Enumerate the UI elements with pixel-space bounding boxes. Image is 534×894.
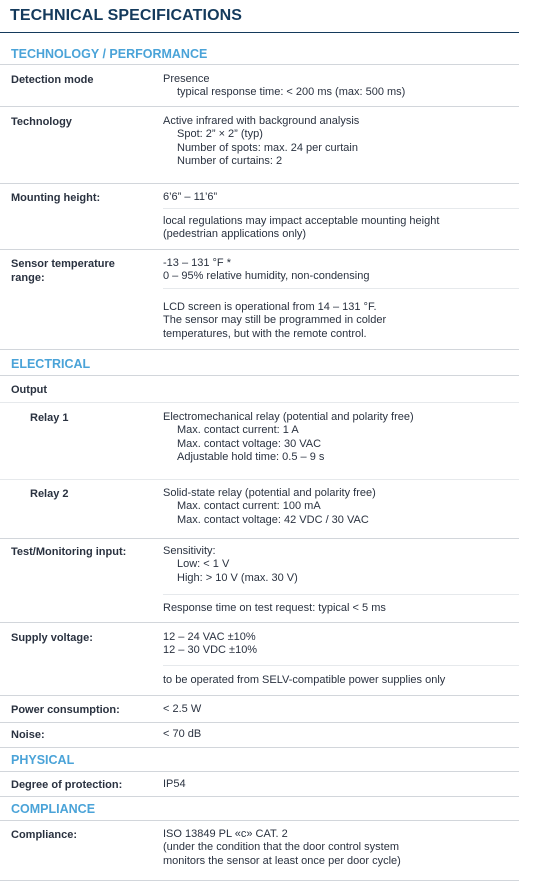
note-line: to be operated from SELV-compatible power supplies only [163, 674, 446, 686]
value-line: Max. contact current: 1 A [177, 424, 299, 437]
divider [0, 695, 519, 696]
divider [163, 288, 519, 289]
value-power-consumption: < 2.5 W [163, 703, 202, 715]
value-noise: < 70 dB [163, 728, 202, 740]
value-supply-voltage [163, 631, 257, 658]
value-technology [163, 115, 359, 169]
divider [0, 771, 519, 772]
label-relay-1: Relay 1 [30, 412, 69, 424]
value-detection-mode [163, 73, 405, 100]
value-line: Number of spots: max. 24 per curtain [177, 141, 358, 154]
value-line: Adjustable hold time: 0.5 – 9 s [177, 451, 325, 464]
value-line: High: > 10 V (max. 30 V) [177, 571, 298, 584]
value-line: typical response time: < 200 ms (max: 500 ms) [177, 86, 406, 99]
value-line: 6’6” – 11’6” [163, 191, 218, 203]
label-detection-mode: Detection mode [11, 74, 94, 86]
value-line: Low: < 1 V [177, 558, 230, 571]
divider [0, 349, 519, 350]
label-mounting-height: Mounting height: [11, 192, 101, 204]
note-line: LCD screen is operational from 14 – 131 °F. [163, 301, 377, 313]
divider [0, 820, 519, 821]
note-line: The sensor may still be programmed in colder [163, 314, 387, 327]
label-line: range: [11, 272, 45, 284]
value-line: (under the condition that the door control system [163, 841, 400, 854]
value-relay-1 [163, 411, 414, 465]
label-power-consumption: Power consumption: [11, 704, 120, 716]
value-relay-2 [163, 487, 376, 527]
value-sensor-temperature [163, 257, 369, 284]
value-line: Max. contact voltage: 30 VAC [177, 437, 322, 450]
label-supply-voltage: Supply voltage: [11, 632, 93, 644]
divider [163, 594, 519, 595]
label-sensor-temperature [11, 257, 115, 285]
value-line: Presence [163, 73, 210, 85]
divider [0, 880, 519, 881]
divider [0, 64, 519, 65]
label-line: Sensor temperature [11, 258, 115, 270]
value-line: 0 – 95% relative humidity, non-condensing [163, 270, 370, 283]
value-line: Solid-state relay (potential and polarity free) [163, 487, 376, 499]
value-test-monitoring-input [163, 545, 298, 585]
divider [0, 538, 519, 539]
value-line: -13 – 131 °F * [163, 257, 231, 269]
value-line: ISO 13849 PL «c» CAT. 2 [163, 828, 288, 840]
divider [0, 402, 519, 403]
value-line: Sensitivity: [163, 545, 216, 557]
label-degree-of-protection: Degree of protection: [11, 779, 123, 791]
divider [0, 375, 519, 376]
value-compliance [163, 828, 401, 868]
value-line: 12 – 24 VAC ±10% [163, 631, 256, 643]
note-sensor-temperature [163, 301, 386, 341]
note-line: (pedestrian applications only) [163, 228, 307, 241]
divider [0, 622, 519, 623]
note-line: temperatures, but with the remote control. [163, 327, 367, 340]
note-supply-voltage [163, 674, 445, 687]
divider [163, 665, 519, 666]
value-degree-of-protection: IP54 [163, 778, 186, 790]
label-test-monitoring-input: Test/Monitoring input: [11, 546, 127, 558]
divider [0, 796, 519, 797]
value-line: 12 – 30 VDC ±10% [163, 644, 258, 657]
value-line: Active infrared with background analysis [163, 115, 360, 127]
label-relay-2: Relay 2 [30, 488, 69, 500]
value-line: Max. contact current: 100 mA [177, 500, 321, 513]
note-test-monitoring-input [163, 602, 386, 615]
page-title: TECHNICAL SPECIFICATIONS [10, 7, 243, 24]
label-technology: Technology [11, 116, 72, 128]
title-divider [0, 32, 519, 33]
value-line: Number of curtains: 2 [177, 155, 283, 168]
section-heading-electrical: ELECTRICAL [11, 357, 91, 371]
label-output: Output [11, 384, 48, 396]
section-heading-compliance: COMPLIANCE [11, 802, 96, 816]
value-mounting-height [163, 191, 217, 204]
value-line: Max. contact voltage: 42 VDC / 30 VAC [177, 513, 369, 526]
divider [0, 249, 519, 250]
label-compliance: Compliance: [11, 829, 78, 841]
value-line: Electromechanical relay (potential and polarity free) [163, 411, 414, 423]
section-heading-technology: TECHNOLOGY / PERFORMANCE [11, 47, 208, 61]
label-noise: Noise: [11, 729, 45, 741]
section-heading-physical: PHYSICAL [11, 753, 75, 767]
note-line: Response time on test request: typical < 5 ms [163, 602, 386, 614]
value-line: Spot: 2” × 2” (typ) [177, 128, 263, 141]
divider [0, 106, 519, 107]
note-mounting-height [163, 215, 439, 242]
divider [0, 479, 519, 480]
note-line: local regulations may impact acceptable mounting height [163, 215, 440, 227]
divider [163, 208, 519, 209]
divider [0, 747, 519, 748]
divider [0, 722, 519, 723]
divider [0, 183, 519, 184]
value-line: monitors the sensor at least once per door cycle) [163, 854, 401, 867]
